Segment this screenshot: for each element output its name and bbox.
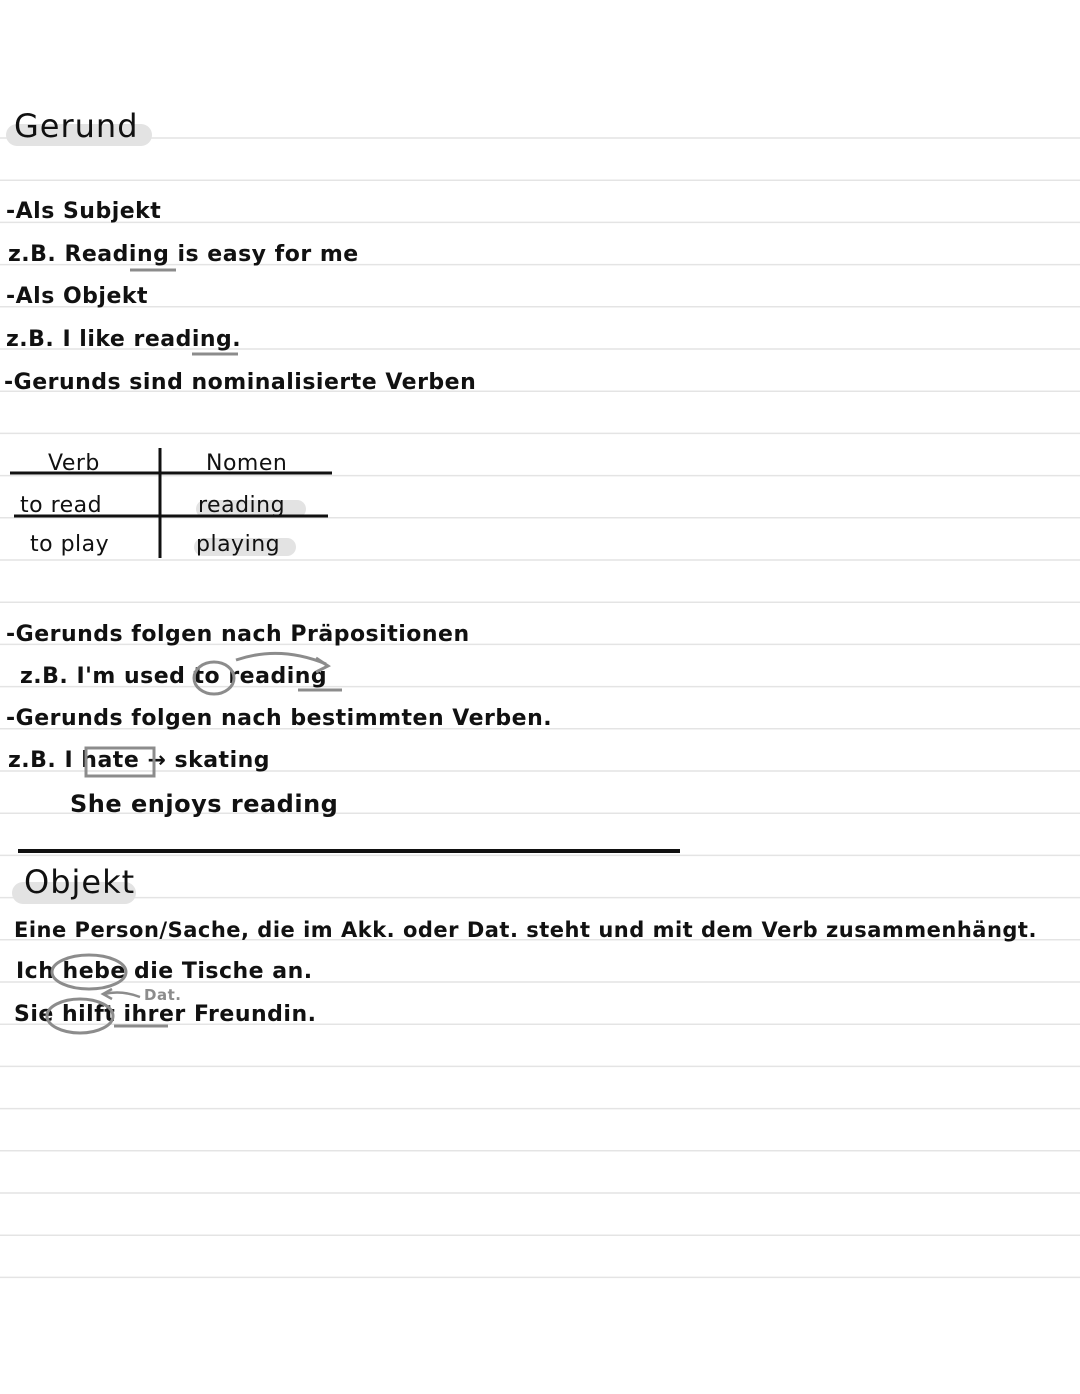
table-cell: reading bbox=[198, 493, 286, 518]
note-line: Sie hilft ihrer Freundin. bbox=[14, 1002, 317, 1027]
note-line: -Gerunds folgen nach Präpositionen bbox=[6, 622, 470, 647]
dat-annotation: Dat. bbox=[144, 986, 182, 1004]
note-line: z.B. I'm used to reading bbox=[20, 664, 328, 689]
note-line: z.B. I like reading. bbox=[6, 327, 242, 352]
note-line: -Als Objekt bbox=[6, 284, 149, 309]
note-line: Ich hebe die Tische an. bbox=[16, 959, 313, 984]
note-line: -Gerunds sind nominalisierte Verben bbox=[4, 370, 477, 395]
table-cell: to read bbox=[20, 493, 103, 518]
table-header-nomen: Nomen bbox=[206, 451, 288, 476]
table-cell: to play bbox=[30, 532, 110, 557]
objekt-title: Objekt bbox=[24, 863, 136, 901]
note-line: z.B. I hate → skating bbox=[8, 748, 271, 773]
table-header-verb: Verb bbox=[48, 451, 100, 476]
note-line: Eine Person/Sache, die im Akk. oder Dat. steht und mit dem Verb zusammenhängt. bbox=[14, 918, 1037, 942]
gerund-title: Gerund bbox=[14, 107, 139, 145]
note-line: She enjoys reading bbox=[70, 790, 339, 818]
note-line: z.B. Reading is easy for me bbox=[8, 242, 359, 267]
note-line: -Als Subjekt bbox=[6, 199, 162, 224]
note-line: -Gerunds folgen nach bestimmten Verben. bbox=[6, 706, 553, 731]
table-cell: playing bbox=[196, 532, 281, 557]
